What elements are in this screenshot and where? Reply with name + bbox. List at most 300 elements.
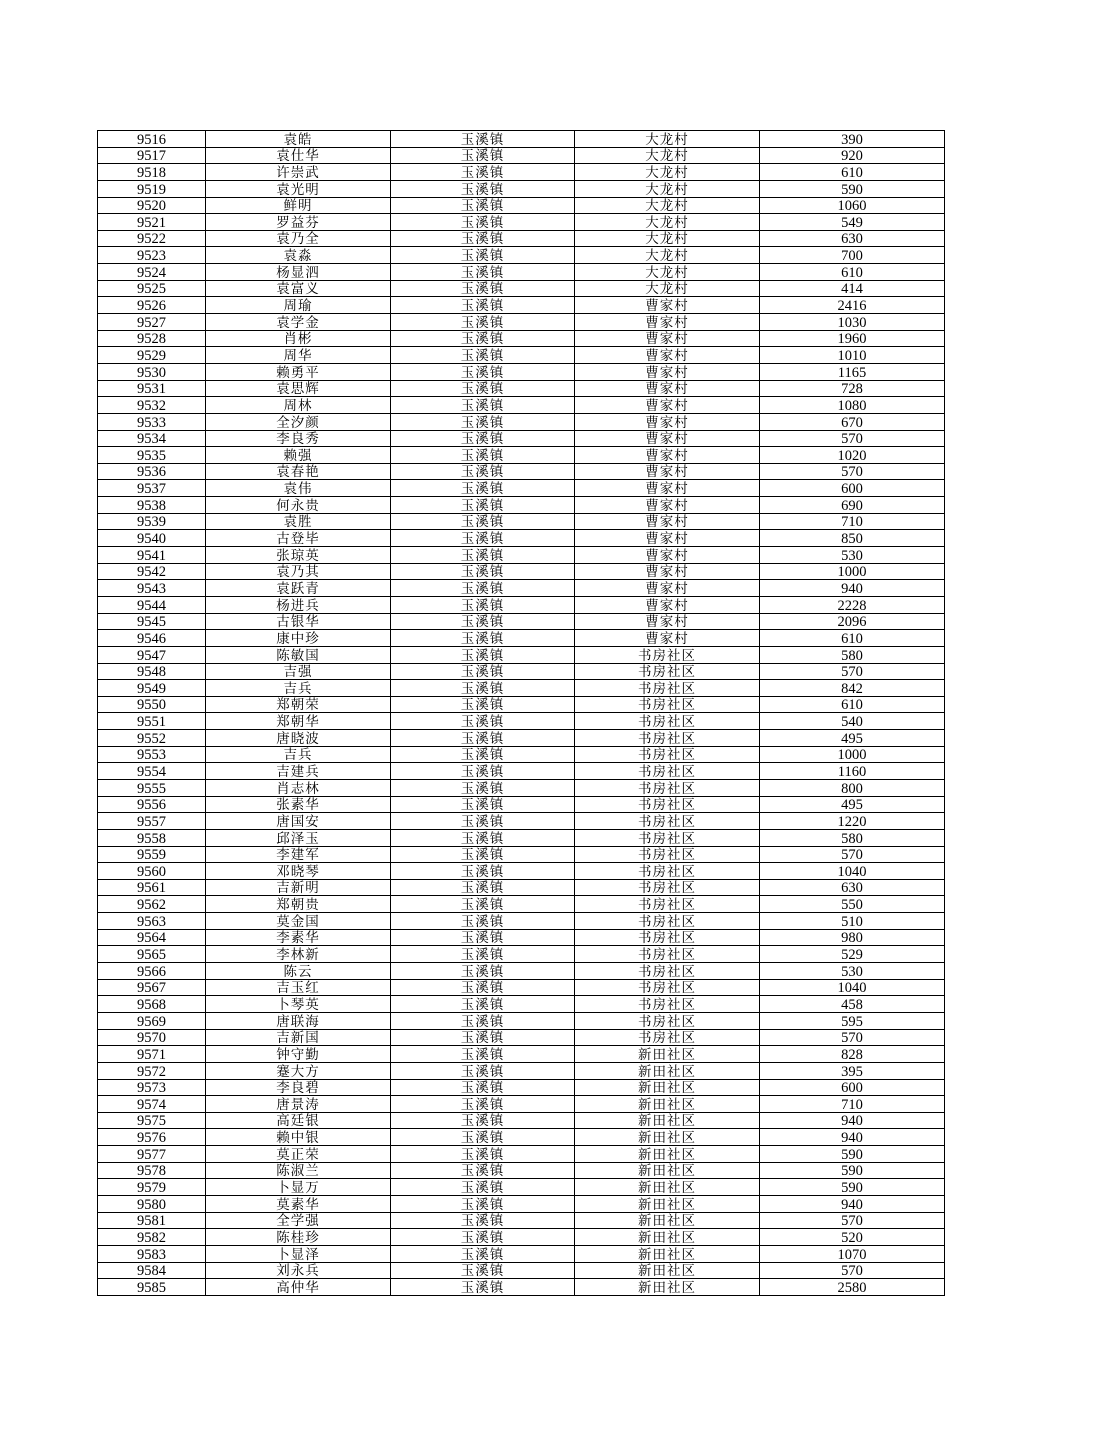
- person-name-cell: 陈淑兰: [206, 1162, 391, 1179]
- person-name-cell: 钟守勤: [206, 1046, 391, 1063]
- village-cell: 曹家村: [575, 297, 760, 314]
- person-name-cell: 郑朝华: [206, 713, 391, 730]
- town-cell: 玉溪镇: [391, 563, 575, 580]
- person-name-cell: 邱泽玉: [206, 829, 391, 846]
- table-row: [98, 280, 945, 297]
- person-name-cell: 李良碧: [206, 1079, 391, 1096]
- table-row: [98, 197, 945, 214]
- table-row: [98, 646, 945, 663]
- amount-cell: 850: [760, 530, 945, 547]
- amount-cell: 700: [760, 247, 945, 264]
- town-cell: 玉溪镇: [391, 779, 575, 796]
- person-name-cell: 郑朝贵: [206, 896, 391, 913]
- town-cell: 玉溪镇: [391, 813, 575, 830]
- village-cell: 书房社区: [575, 913, 760, 930]
- village-cell: 书房社区: [575, 996, 760, 1013]
- village-cell: 书房社区: [575, 896, 760, 913]
- amount-cell: 940: [760, 580, 945, 597]
- table-row: [98, 1212, 945, 1229]
- table-row: [98, 929, 945, 946]
- village-cell: 书房社区: [575, 680, 760, 697]
- person-name-cell: 李建军: [206, 846, 391, 863]
- village-cell: 曹家村: [575, 463, 760, 480]
- amount-cell: 458: [760, 996, 945, 1013]
- table-row: [98, 1062, 945, 1079]
- table-row: [98, 913, 945, 930]
- village-cell: 新田社区: [575, 1212, 760, 1229]
- table-row: [98, 330, 945, 347]
- person-name-cell: 李林新: [206, 946, 391, 963]
- amount-cell: 828: [760, 1046, 945, 1063]
- person-name-cell: 袁乃全: [206, 230, 391, 247]
- town-cell: 玉溪镇: [391, 430, 575, 447]
- row-id-cell: 9543: [98, 580, 206, 597]
- row-id-cell: 9535: [98, 447, 206, 464]
- town-cell: 玉溪镇: [391, 247, 575, 264]
- row-id-cell: 9579: [98, 1179, 206, 1196]
- amount-cell: 1040: [760, 863, 945, 880]
- town-cell: 玉溪镇: [391, 230, 575, 247]
- town-cell: 玉溪镇: [391, 547, 575, 564]
- person-name-cell: 袁仕华: [206, 147, 391, 164]
- person-name-cell: 袁伟: [206, 480, 391, 497]
- village-cell: 书房社区: [575, 779, 760, 796]
- person-name-cell: 古银华: [206, 613, 391, 630]
- row-id-cell: 9540: [98, 530, 206, 547]
- row-id-cell: 9553: [98, 746, 206, 763]
- person-name-cell: 全汐颜: [206, 413, 391, 430]
- village-cell: 曹家村: [575, 447, 760, 464]
- town-cell: 玉溪镇: [391, 1096, 575, 1113]
- amount-cell: 800: [760, 779, 945, 796]
- person-name-cell: 袁胜: [206, 513, 391, 530]
- row-id-cell: 9572: [98, 1062, 206, 1079]
- row-id-cell: 9546: [98, 630, 206, 647]
- person-name-cell: 赖中银: [206, 1129, 391, 1146]
- village-cell: 新田社区: [575, 1196, 760, 1213]
- amount-cell: 590: [760, 1162, 945, 1179]
- amount-cell: 728: [760, 380, 945, 397]
- table-row: [98, 247, 945, 264]
- row-id-cell: 9527: [98, 314, 206, 331]
- amount-cell: 610: [760, 264, 945, 281]
- village-cell: 曹家村: [575, 613, 760, 630]
- town-cell: 玉溪镇: [391, 1046, 575, 1063]
- town-cell: 玉溪镇: [391, 863, 575, 880]
- table-row: [98, 297, 945, 314]
- town-cell: 玉溪镇: [391, 1129, 575, 1146]
- row-id-cell: 9560: [98, 863, 206, 880]
- town-cell: 玉溪镇: [391, 1062, 575, 1079]
- person-name-cell: 周林: [206, 397, 391, 414]
- town-cell: 玉溪镇: [391, 297, 575, 314]
- table-row: [98, 131, 945, 148]
- row-id-cell: 9575: [98, 1112, 206, 1129]
- row-id-cell: 9517: [98, 147, 206, 164]
- town-cell: 玉溪镇: [391, 979, 575, 996]
- table-row: [98, 1146, 945, 1163]
- table-row: [98, 813, 945, 830]
- town-cell: 玉溪镇: [391, 380, 575, 397]
- person-name-cell: 全学强: [206, 1212, 391, 1229]
- town-cell: 玉溪镇: [391, 763, 575, 780]
- village-cell: 大龙村: [575, 247, 760, 264]
- row-id-cell: 9534: [98, 430, 206, 447]
- table-row: [98, 1112, 945, 1129]
- table-body: [98, 131, 945, 1296]
- row-id-cell: 9562: [98, 896, 206, 913]
- person-name-cell: 何永贵: [206, 497, 391, 514]
- row-id-cell: 9566: [98, 963, 206, 980]
- person-name-cell: 周华: [206, 347, 391, 364]
- amount-cell: 570: [760, 1029, 945, 1046]
- amount-cell: 2096: [760, 613, 945, 630]
- table-row: [98, 314, 945, 331]
- village-cell: 书房社区: [575, 1012, 760, 1029]
- table-row: [98, 164, 945, 181]
- amount-cell: 630: [760, 230, 945, 247]
- person-name-cell: 唐国安: [206, 813, 391, 830]
- row-id-cell: 9556: [98, 796, 206, 813]
- town-cell: 玉溪镇: [391, 796, 575, 813]
- town-cell: 玉溪镇: [391, 846, 575, 863]
- town-cell: 玉溪镇: [391, 730, 575, 747]
- village-cell: 书房社区: [575, 846, 760, 863]
- village-cell: 新田社区: [575, 1096, 760, 1113]
- amount-cell: 710: [760, 1096, 945, 1113]
- village-cell: 书房社区: [575, 646, 760, 663]
- amount-cell: 580: [760, 829, 945, 846]
- amount-cell: 610: [760, 696, 945, 713]
- table-row: [98, 1196, 945, 1213]
- row-id-cell: 9516: [98, 131, 206, 148]
- row-id-cell: 9526: [98, 297, 206, 314]
- village-cell: 书房社区: [575, 746, 760, 763]
- village-cell: 曹家村: [575, 513, 760, 530]
- table-row: [98, 746, 945, 763]
- row-id-cell: 9570: [98, 1029, 206, 1046]
- table-row: [98, 413, 945, 430]
- amount-cell: 1000: [760, 746, 945, 763]
- amount-cell: 570: [760, 1212, 945, 1229]
- village-cell: 新田社区: [575, 1229, 760, 1246]
- person-name-cell: 唐景涛: [206, 1096, 391, 1113]
- person-name-cell: 肖志林: [206, 779, 391, 796]
- person-name-cell: 袁跃青: [206, 580, 391, 597]
- table-row: [98, 630, 945, 647]
- amount-cell: 610: [760, 630, 945, 647]
- table-row: [98, 180, 945, 197]
- village-cell: 曹家村: [575, 530, 760, 547]
- row-id-cell: 9557: [98, 813, 206, 830]
- table-row: [98, 497, 945, 514]
- amount-cell: 940: [760, 1112, 945, 1129]
- table-row: [98, 996, 945, 1013]
- person-name-cell: 许崇武: [206, 164, 391, 181]
- amount-cell: 510: [760, 913, 945, 930]
- town-cell: 玉溪镇: [391, 1112, 575, 1129]
- town-cell: 玉溪镇: [391, 314, 575, 331]
- village-cell: 大龙村: [575, 230, 760, 247]
- row-id-cell: 9523: [98, 247, 206, 264]
- person-name-cell: 高仲华: [206, 1279, 391, 1296]
- town-cell: 玉溪镇: [391, 1212, 575, 1229]
- amount-cell: 495: [760, 730, 945, 747]
- table-row: [98, 480, 945, 497]
- amount-cell: 1060: [760, 197, 945, 214]
- village-cell: 新田社区: [575, 1079, 760, 1096]
- village-cell: 书房社区: [575, 963, 760, 980]
- town-cell: 玉溪镇: [391, 913, 575, 930]
- person-name-cell: 莫金国: [206, 913, 391, 930]
- town-cell: 玉溪镇: [391, 696, 575, 713]
- amount-cell: 590: [760, 180, 945, 197]
- town-cell: 玉溪镇: [391, 596, 575, 613]
- village-cell: 大龙村: [575, 280, 760, 297]
- town-cell: 玉溪镇: [391, 480, 575, 497]
- village-cell: 书房社区: [575, 879, 760, 896]
- row-id-cell: 9537: [98, 480, 206, 497]
- person-name-cell: 杨显泗: [206, 264, 391, 281]
- town-cell: 玉溪镇: [391, 829, 575, 846]
- amount-cell: 1020: [760, 447, 945, 464]
- person-name-cell: 吉兵: [206, 746, 391, 763]
- row-id-cell: 9568: [98, 996, 206, 1013]
- town-cell: 玉溪镇: [391, 413, 575, 430]
- town-cell: 玉溪镇: [391, 996, 575, 1013]
- town-cell: 玉溪镇: [391, 264, 575, 281]
- town-cell: 玉溪镇: [391, 1245, 575, 1262]
- village-cell: 曹家村: [575, 363, 760, 380]
- amount-cell: 940: [760, 1196, 945, 1213]
- table-row: [98, 1179, 945, 1196]
- person-name-cell: 莫素华: [206, 1196, 391, 1213]
- row-id-cell: 9584: [98, 1262, 206, 1279]
- row-id-cell: 9551: [98, 713, 206, 730]
- village-cell: 曹家村: [575, 430, 760, 447]
- village-cell: 大龙村: [575, 147, 760, 164]
- row-id-cell: 9559: [98, 846, 206, 863]
- town-cell: 玉溪镇: [391, 1179, 575, 1196]
- table-row: [98, 663, 945, 680]
- person-name-cell: 唐联海: [206, 1012, 391, 1029]
- table-row: [98, 896, 945, 913]
- village-cell: 新田社区: [575, 1129, 760, 1146]
- village-cell: 新田社区: [575, 1245, 760, 1262]
- table-row: [98, 1279, 945, 1296]
- person-name-cell: 袁淼: [206, 247, 391, 264]
- table-row: [98, 380, 945, 397]
- row-id-cell: 9563: [98, 913, 206, 930]
- row-id-cell: 9533: [98, 413, 206, 430]
- village-cell: 书房社区: [575, 796, 760, 813]
- row-id-cell: 9545: [98, 613, 206, 630]
- village-cell: 大龙村: [575, 214, 760, 231]
- row-id-cell: 9550: [98, 696, 206, 713]
- village-cell: 新田社区: [575, 1262, 760, 1279]
- village-cell: 新田社区: [575, 1162, 760, 1179]
- town-cell: 玉溪镇: [391, 513, 575, 530]
- village-cell: 曹家村: [575, 630, 760, 647]
- village-cell: 曹家村: [575, 497, 760, 514]
- town-cell: 玉溪镇: [391, 347, 575, 364]
- table-row: [98, 1012, 945, 1029]
- amount-cell: 580: [760, 646, 945, 663]
- row-id-cell: 9576: [98, 1129, 206, 1146]
- amount-cell: 1165: [760, 363, 945, 380]
- person-name-cell: 赖强: [206, 447, 391, 464]
- row-id-cell: 9569: [98, 1012, 206, 1029]
- row-id-cell: 9525: [98, 280, 206, 297]
- amount-cell: 530: [760, 963, 945, 980]
- table-row: [98, 463, 945, 480]
- amount-cell: 842: [760, 680, 945, 697]
- amount-cell: 550: [760, 896, 945, 913]
- table-row: [98, 779, 945, 796]
- person-name-cell: 袁学金: [206, 314, 391, 331]
- amount-cell: 549: [760, 214, 945, 231]
- village-cell: 曹家村: [575, 480, 760, 497]
- village-cell: 曹家村: [575, 547, 760, 564]
- amount-cell: 570: [760, 463, 945, 480]
- table-row: [98, 563, 945, 580]
- person-name-cell: 卜琴英: [206, 996, 391, 1013]
- village-cell: 大龙村: [575, 131, 760, 148]
- person-name-cell: 李良秀: [206, 430, 391, 447]
- amount-cell: 540: [760, 713, 945, 730]
- amount-cell: 920: [760, 147, 945, 164]
- person-name-cell: 陈敏国: [206, 646, 391, 663]
- village-cell: 书房社区: [575, 813, 760, 830]
- amount-cell: 980: [760, 929, 945, 946]
- table-row: [98, 979, 945, 996]
- row-id-cell: 9530: [98, 363, 206, 380]
- village-cell: 新田社区: [575, 1179, 760, 1196]
- row-id-cell: 9544: [98, 596, 206, 613]
- row-id-cell: 9574: [98, 1096, 206, 1113]
- table-row: [98, 680, 945, 697]
- person-name-cell: 肖彬: [206, 330, 391, 347]
- person-name-cell: 古登毕: [206, 530, 391, 547]
- town-cell: 玉溪镇: [391, 197, 575, 214]
- amount-cell: 600: [760, 1079, 945, 1096]
- row-id-cell: 9528: [98, 330, 206, 347]
- row-id-cell: 9522: [98, 230, 206, 247]
- town-cell: 玉溪镇: [391, 164, 575, 181]
- amount-cell: 520: [760, 1229, 945, 1246]
- amount-cell: 1080: [760, 397, 945, 414]
- amount-cell: 1160: [760, 763, 945, 780]
- village-cell: 曹家村: [575, 397, 760, 414]
- amount-cell: 529: [760, 946, 945, 963]
- person-name-cell: 李素华: [206, 929, 391, 946]
- amount-cell: 570: [760, 430, 945, 447]
- row-id-cell: 9581: [98, 1212, 206, 1229]
- person-name-cell: 袁春艳: [206, 463, 391, 480]
- village-cell: 书房社区: [575, 663, 760, 680]
- row-id-cell: 9577: [98, 1146, 206, 1163]
- village-cell: 书房社区: [575, 713, 760, 730]
- person-name-cell: 卜显泽: [206, 1245, 391, 1262]
- town-cell: 玉溪镇: [391, 613, 575, 630]
- village-cell: 新田社区: [575, 1112, 760, 1129]
- village-cell: 大龙村: [575, 180, 760, 197]
- table-row: [98, 547, 945, 564]
- table-row: [98, 596, 945, 613]
- amount-cell: 2416: [760, 297, 945, 314]
- person-name-cell: 张素华: [206, 796, 391, 813]
- amount-cell: 2228: [760, 596, 945, 613]
- town-cell: 玉溪镇: [391, 630, 575, 647]
- table-row: [98, 1079, 945, 1096]
- table-row: [98, 879, 945, 896]
- person-name-cell: 高廷银: [206, 1112, 391, 1129]
- table-row: [98, 447, 945, 464]
- table-row: [98, 430, 945, 447]
- amount-cell: 670: [760, 413, 945, 430]
- row-id-cell: 9558: [98, 829, 206, 846]
- row-id-cell: 9573: [98, 1079, 206, 1096]
- table-row: [98, 230, 945, 247]
- person-name-cell: 刘永兵: [206, 1262, 391, 1279]
- table-row: [98, 513, 945, 530]
- person-name-cell: 吉新明: [206, 879, 391, 896]
- person-name-cell: 袁光明: [206, 180, 391, 197]
- table-row: [98, 1162, 945, 1179]
- amount-cell: 390: [760, 131, 945, 148]
- row-id-cell: 9529: [98, 347, 206, 364]
- amount-cell: 710: [760, 513, 945, 530]
- village-cell: 书房社区: [575, 829, 760, 846]
- person-name-cell: 袁乃其: [206, 563, 391, 580]
- town-cell: 玉溪镇: [391, 680, 575, 697]
- amount-cell: 1220: [760, 813, 945, 830]
- amount-cell: 1960: [760, 330, 945, 347]
- table-row: [98, 946, 945, 963]
- row-id-cell: 9554: [98, 763, 206, 780]
- table-row: [98, 347, 945, 364]
- row-id-cell: 9578: [98, 1162, 206, 1179]
- person-name-cell: 邓晓琴: [206, 863, 391, 880]
- person-name-cell: 莫正荣: [206, 1146, 391, 1163]
- row-id-cell: 9583: [98, 1245, 206, 1262]
- village-cell: 曹家村: [575, 580, 760, 597]
- amount-cell: 600: [760, 480, 945, 497]
- village-cell: 书房社区: [575, 946, 760, 963]
- town-cell: 玉溪镇: [391, 1262, 575, 1279]
- amount-cell: 1030: [760, 314, 945, 331]
- town-cell: 玉溪镇: [391, 946, 575, 963]
- row-id-cell: 9549: [98, 680, 206, 697]
- row-id-cell: 9538: [98, 497, 206, 514]
- person-name-cell: 赖勇平: [206, 363, 391, 380]
- town-cell: 玉溪镇: [391, 963, 575, 980]
- person-name-cell: 鲜明: [206, 197, 391, 214]
- table-row: [98, 730, 945, 747]
- amount-cell: 530: [760, 547, 945, 564]
- town-cell: 玉溪镇: [391, 1196, 575, 1213]
- town-cell: 玉溪镇: [391, 497, 575, 514]
- town-cell: 玉溪镇: [391, 1279, 575, 1296]
- village-cell: 大龙村: [575, 164, 760, 181]
- person-name-cell: 罗益芬: [206, 214, 391, 231]
- table-row: [98, 1245, 945, 1262]
- row-id-cell: 9531: [98, 380, 206, 397]
- town-cell: 玉溪镇: [391, 663, 575, 680]
- amount-cell: 1000: [760, 563, 945, 580]
- village-cell: 书房社区: [575, 1029, 760, 1046]
- person-name-cell: 陈云: [206, 963, 391, 980]
